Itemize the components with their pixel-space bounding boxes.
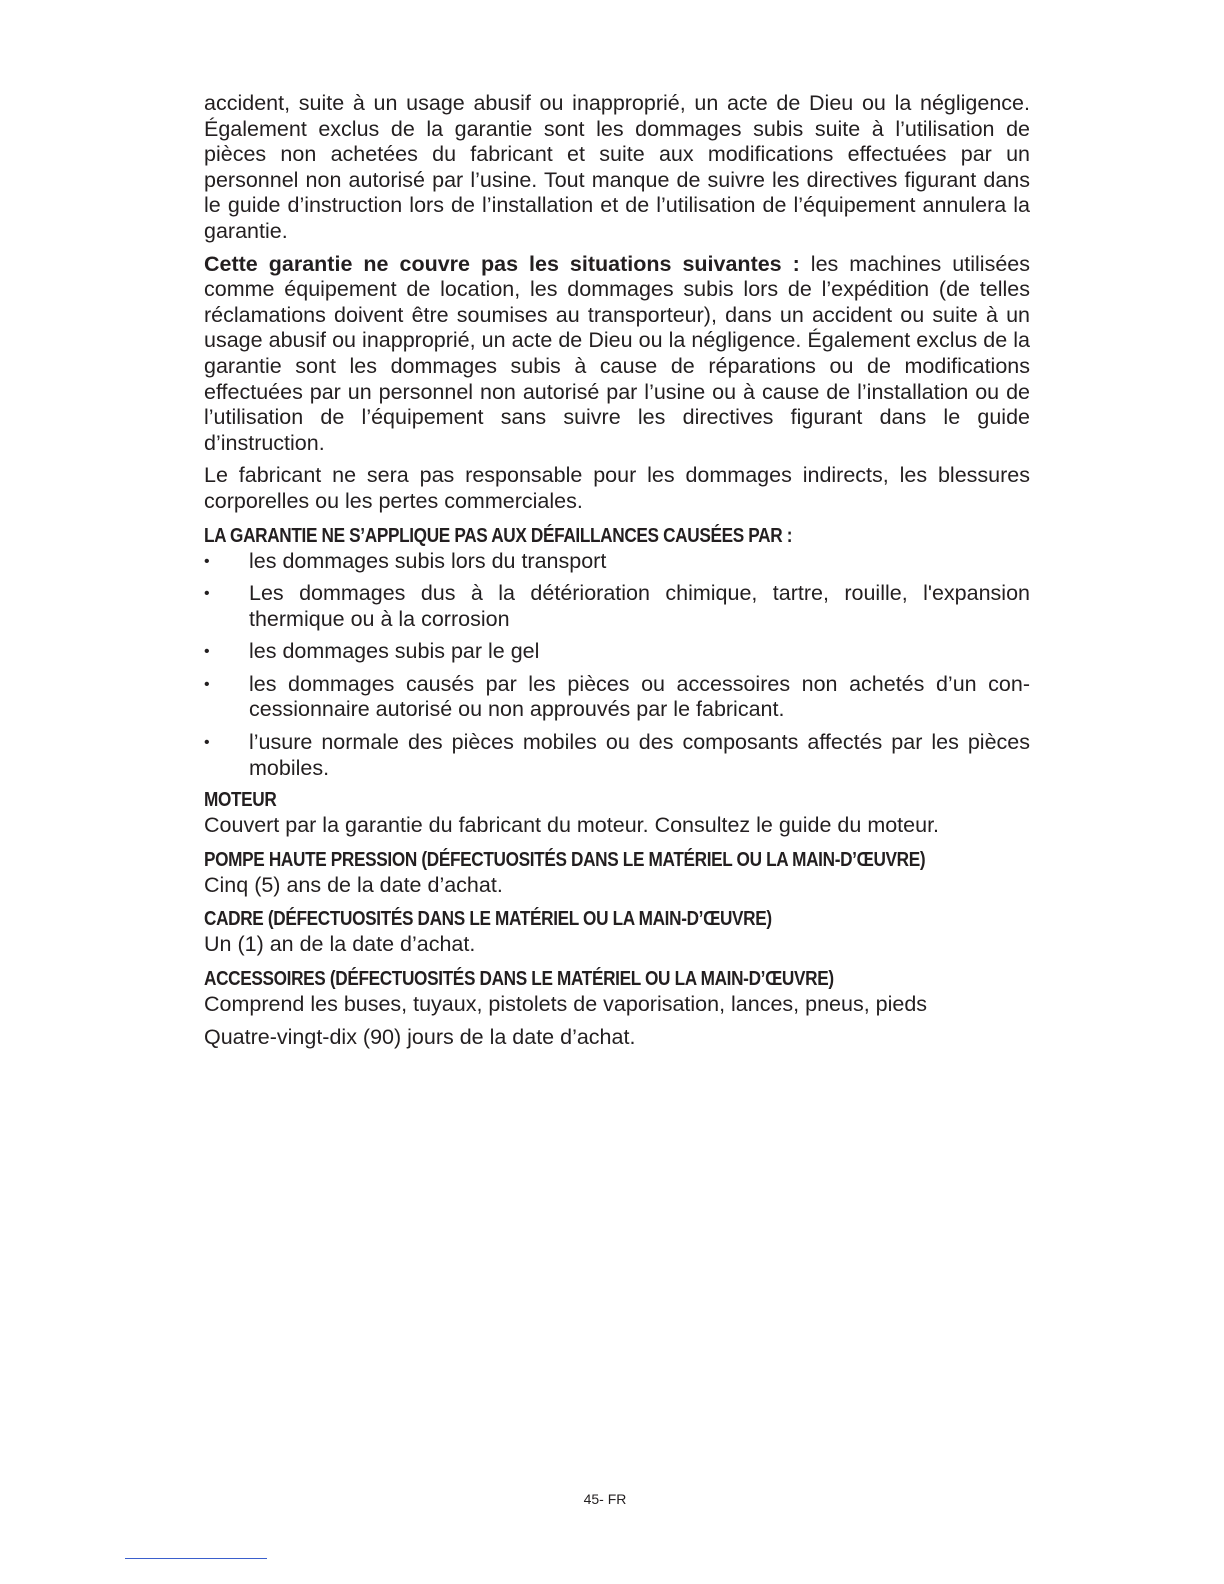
list-item-text: les dommages subis par le gel <box>249 639 540 664</box>
accessoires-text-1: Comprend les buses, tuyaux, pistolets de vaporisation, lances, pneus, pieds <box>204 992 928 1017</box>
cadre-text: Un (1) an de la date d’achat. <box>204 932 476 957</box>
accessoires-heading: ACCESSOIRES (DÉFECTUOSITÉS DANS LE MATÉRIEL OU LA MAIN-D’ŒUVRE) <box>204 968 834 991</box>
exclusions-list <box>204 549 1030 782</box>
list-item <box>204 581 1030 632</box>
warranty-paragraph-1: accident, suite à un usage abusif ou inapproprié, un acte de Dieu ou la négligence. Également exclus de la garantie sont les dommages subis suite à l’utilisation de pièces non achetées du fabricant et suite aux modifications effectuées par un personnel non autorisé par l’usine. Tout manque de suivre les directives figurant dans le guide d’instruction lors de l’installation et de l’utilisation de l’équipement annulera la garantie. <box>204 91 1030 243</box>
list-item <box>204 672 1030 723</box>
list-item <box>204 549 1030 575</box>
bullet-icon: • <box>204 585 210 603</box>
moteur-text: Couvert par la garantie du fabricant du moteur. Consultez le guide du moteur. <box>204 813 940 838</box>
page-number: 45- FR <box>583 1491 627 1507</box>
section-moteur <box>204 788 1030 839</box>
list-item <box>204 639 1030 665</box>
pompe-text: Cinq (5) ans de la date d’achat. <box>204 872 503 897</box>
cadre-heading: CADRE (DÉFECTUOSITÉS DANS LE MATÉRIEL OU LA MAIN-D’ŒUVRE) <box>204 908 772 931</box>
bullet-icon: • <box>204 734 210 752</box>
list-item-text: l’usure normale des pièces mobiles ou des composants affectés par les pièces mobiles. <box>249 730 1030 780</box>
exclusions-heading: LA GARANTIE NE S’APPLIQUE PAS AUX DÉFAILLANCES CAUSÉES PAR : <box>204 524 793 547</box>
moteur-heading: MOTEUR <box>204 789 277 812</box>
warranty-paragraph-2 <box>204 252 1030 457</box>
list-item-text: Les dommages dus à la détérioration chimique, tartre, rouille, l'expansion thermique ou à la corrosion <box>249 581 1030 631</box>
paragraph-2-body: les machines utilisées comme équipement de location, les dommages subis lors de l’expédition (de telles réclamations doivent être soumises au transporteur), dans un accident ou suite à un usage abusif ou inapproprié, un acte de Dieu ou la négligence. Également exclus de la garantie sont les dommages subis à cause de réparations ou de modifications effectuées par un personnel non autorisé par l’usine ou à cause de l’installation ou de l’utilisation de l’équipement sans suivre les directives figurant dans le guide d’instruction. <box>204 251 1030 455</box>
bullet-icon: • <box>204 675 210 693</box>
page-content <box>204 91 1030 1059</box>
list-item <box>204 730 1030 781</box>
section-cadre <box>204 907 1030 958</box>
section-accessoires <box>204 967 1030 1050</box>
section-pompe <box>204 848 1030 899</box>
bullet-icon: • <box>204 552 210 570</box>
bullet-icon: • <box>204 643 210 661</box>
bottom-rule <box>125 1558 267 1559</box>
list-item-text: les dommages subis lors du transport <box>249 548 607 573</box>
pompe-heading: POMPE HAUTE PRESSION (DÉFECTUOSITÉS DANS LE MATÉRIEL OU LA MAIN-D’ŒUVRE) <box>204 848 926 871</box>
accessoires-text-2: Quatre-vingt-dix (90) jours de la date d’achat. <box>204 1024 636 1049</box>
list-item-text: les dommages causés par les pièces ou accessoires non achetés d’un con-cessionnaire autorisé ou non approuvés par le fabricant. <box>249 671 1030 722</box>
paragraph-2-lead: Cette garantie ne couvre pas les situations suivantes : <box>204 251 800 276</box>
warranty-paragraph-3: Le fabricant ne sera pas responsable pour les dommages indirects, les blessures corporelles ou les pertes commerciales. <box>204 463 1030 513</box>
